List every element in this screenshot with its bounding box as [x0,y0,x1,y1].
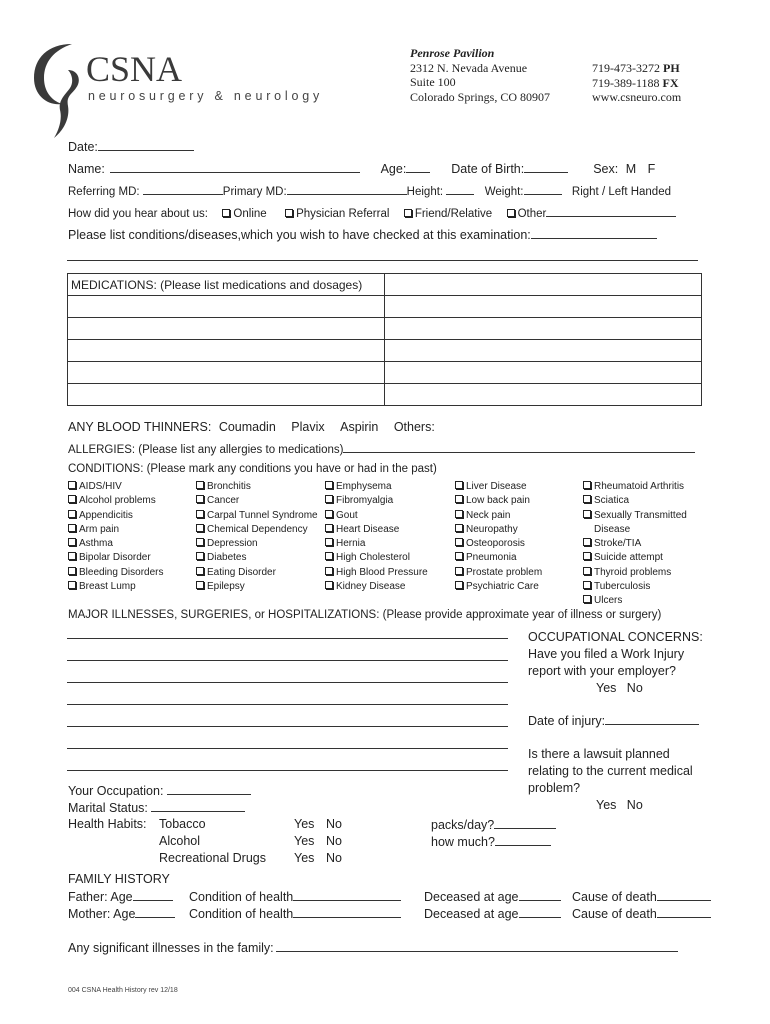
major-illness-line[interactable] [67,770,508,771]
how-much-row [431,834,551,849]
phone-number: 719-473-3272 [592,61,660,75]
list-item[interactable]: Arm pain [68,523,164,537]
height-input[interactable] [446,183,474,195]
conditions-check-label: Please list conditions/diseases,which you wish to have checked at this examination: [68,228,531,242]
table-row [68,340,702,362]
father-condition-input[interactable] [293,889,401,901]
condition-checkbox[interactable] [325,552,333,560]
how-much-label: how much? [431,835,495,849]
occupational-concerns [528,629,703,814]
physician-referral-label: Physician Referral [296,208,390,220]
major-illness-line[interactable] [67,660,508,661]
list-item[interactable]: Ulcers [583,594,687,608]
father-age-label: Father: Age [68,890,133,904]
allergies-row [68,441,695,456]
list-item[interactable]: Stroke/TIA [583,537,687,551]
mother-cause [572,906,711,921]
sex-label: Sex: [593,162,619,176]
condition-checkbox[interactable] [68,538,76,546]
condition-checkbox[interactable] [325,495,333,503]
mother-age-label: Mother: Age [68,907,136,921]
website-link[interactable]: www.csneuro.com [592,90,682,104]
address-line: Penrose Pavilion [410,46,495,60]
referral-question: How did you hear about us: [68,208,209,220]
dob-input[interactable] [524,161,568,173]
condition-checkbox[interactable] [196,510,204,518]
condition-checkbox[interactable] [196,495,204,503]
condition-checkbox[interactable] [583,581,591,589]
condition-checkbox[interactable] [455,581,463,589]
father-cause-input[interactable] [657,889,711,901]
medication-cell[interactable] [385,274,702,296]
work-injury-question: Have you filed a Work Injury [528,647,685,661]
father-deceased-input[interactable] [519,889,561,901]
mother-deceased-input[interactable] [519,906,561,918]
weight-input[interactable] [524,183,562,195]
family-illnesses-row [68,940,678,955]
address-line: 2312 N. Nevada Avenue [410,60,528,75]
condition-checkbox[interactable] [583,481,591,489]
sex-f-option[interactable]: F [647,162,656,176]
condition-checkbox[interactable] [325,567,333,575]
dob-label: Date of Birth: [451,162,525,176]
conditions-check-row [68,227,657,242]
referring-md-input[interactable] [143,183,223,195]
condition-checkbox[interactable] [325,538,333,546]
blood-thinner-option[interactable]: Aspirin [340,420,379,434]
condition-label: Condition of health [189,907,294,921]
condition-checkbox[interactable] [583,567,591,575]
condition-checkbox[interactable] [196,481,204,489]
no-option[interactable]: No [326,817,342,831]
address-line: Colorado Springs, CO 80907 [410,89,551,104]
list-item[interactable]: Fibromyalgia [325,494,428,508]
condition-checkbox[interactable] [455,524,463,532]
condition-checkbox[interactable] [68,524,76,532]
habit-drugs: Recreational Drugs [159,851,266,865]
occupation-row [68,783,251,798]
fax-label: FX [662,75,679,90]
occupational-title: OCCUPATIONAL CONCERNS: [528,630,703,644]
major-illness-line[interactable] [67,748,508,749]
list-item[interactable]: Osteoporosis [455,537,542,551]
date-field [68,139,194,154]
packs-label: packs/day? [431,818,495,832]
deceased-label: Deceased at age [424,907,519,921]
condition-checkbox[interactable] [455,481,463,489]
conditions-column [196,480,318,594]
other-input[interactable] [546,205,676,217]
table-row [68,384,702,406]
medications-header: MEDICATIONS: (Please list medications and dosages) [68,274,385,296]
major-illness-line[interactable] [67,704,508,705]
father-deceased [424,889,561,904]
phone-label: PH [663,61,680,75]
injury-date-label: Date of injury: [528,714,606,728]
form-footer: 004 CSNA Health History rev 12/18 [68,987,178,994]
marital-label: Marital Status: [68,801,148,815]
packs-input[interactable] [494,817,556,829]
referral-source-row [68,205,676,220]
condition-checkbox[interactable] [68,495,76,503]
primary-md-input[interactable] [287,183,407,195]
condition-checkbox[interactable] [583,510,591,518]
allergies-input[interactable] [343,441,695,453]
table-row [68,274,702,296]
family-illnesses-input[interactable] [276,940,678,952]
health-habits-label: Health Habits: [68,817,147,831]
blood-thinner-option[interactable]: Plavix [291,420,325,434]
friend-checkbox[interactable] [404,209,412,217]
conditions-column [325,480,428,594]
mother-condition [189,906,401,921]
list-item[interactable]: Liver Disease [455,480,542,494]
physician-referral-checkbox[interactable] [285,209,293,217]
marital-row [68,800,245,815]
condition-checkbox[interactable] [583,495,591,503]
md-row [68,183,671,198]
medication-cell[interactable] [385,340,702,362]
allergies-label: ALLERGIES: (Please list any allergies to medications) [68,444,344,456]
habit-alcohol: Alcohol [159,834,200,848]
condition-checkbox[interactable] [325,524,333,532]
other-checkbox[interactable] [507,209,515,217]
lawsuit-question: relating to the current medical [528,764,693,778]
list-item[interactable]: Cancer [196,494,318,508]
medication-cell[interactable] [68,340,385,362]
primary-md-label: Primary MD: [222,186,287,198]
list-item[interactable]: Psychiatric Care [455,580,542,594]
date-label: Date: [68,140,98,154]
list-item[interactable]: Breast Lump [68,580,164,594]
list-item[interactable]: Bipolar Disorder [68,551,164,565]
mother-deceased [424,906,561,921]
list-item[interactable]: Appendicitis [68,509,164,523]
father-condition [189,889,401,904]
other-label: Other [517,208,547,220]
medication-cell[interactable] [68,384,385,406]
weight-label: Weight: [484,186,524,198]
list-item[interactable]: Hernia [325,537,428,551]
list-item[interactable]: Chemical Dependency [196,523,318,537]
condition-checkbox[interactable] [455,538,463,546]
table-row [68,318,702,340]
condition-checkbox[interactable] [196,567,204,575]
list-item[interactable]: Tuberculosis [583,580,687,594]
list-item[interactable]: Sexually Transmitted [583,509,687,523]
list-item[interactable]: Depression [196,537,318,551]
work-injury-yes-no[interactable]: Yes No [596,681,643,695]
conditions-column [68,480,164,594]
condition-checkbox[interactable] [583,552,591,560]
condition-checkbox[interactable] [68,552,76,560]
father-cause [572,889,711,904]
condition-checkbox[interactable] [455,552,463,560]
list-item[interactable]: Neck pain [455,509,542,523]
deceased-label: Deceased at age [424,890,519,904]
medication-cell[interactable] [68,362,385,384]
logo-mark-icon [28,40,88,140]
table-row [68,296,702,318]
blood-thinners-row [68,420,435,434]
condition-checkbox[interactable] [583,538,591,546]
no-option[interactable]: No [326,851,342,865]
list-item[interactable]: Alcohol problems [68,494,164,508]
list-item[interactable]: Thyroid problems [583,566,687,580]
major-illness-line[interactable] [67,682,508,683]
lawsuit-question: Is there a lawsuit planned [528,747,670,761]
yes-option[interactable]: Yes [294,817,315,831]
list-item[interactable]: Eating Disorder [196,566,318,580]
name-label: Name: [68,162,105,176]
condition-checkbox[interactable] [68,581,76,589]
major-illnesses-label: MAJOR ILLNESSES, SURGERIES, or HOSPITALIZATIONS: (Please provide approximate year of illness or surgery) [68,609,662,621]
father-age-input[interactable] [133,889,173,901]
list-item[interactable]: Bleeding Disorders [68,566,164,580]
cause-label: Cause of death [572,890,657,904]
condition-checkbox[interactable] [325,481,333,489]
condition-checkbox[interactable] [196,581,204,589]
condition-label: Condition of health [189,890,294,904]
injury-date-input[interactable] [605,713,699,725]
sex-m-option[interactable]: M [625,162,637,176]
list-item[interactable]: Diabetes [196,551,318,565]
date-input[interactable] [98,139,194,151]
major-illness-line[interactable] [67,726,508,727]
list-item[interactable]: Emphysema [325,480,428,494]
age-input[interactable] [406,161,430,173]
list-item[interactable]: High Cholesterol [325,551,428,565]
medication-cell[interactable] [385,384,702,406]
friend-label: Friend/Relative [414,208,493,220]
blood-thinner-option[interactable]: Others: [393,420,435,434]
list-item[interactable]: Carpal Tunnel Syndrome [196,509,318,523]
logo-text: CSNA [86,49,183,89]
list-item[interactable]: Low back pain [455,494,542,508]
lawsuit-yes-no[interactable]: Yes No [596,798,643,812]
condition-checkbox[interactable] [583,595,591,603]
logo [28,40,88,140]
condition-checkbox[interactable] [455,510,463,518]
fax-number: 719-389-1188 [592,75,660,90]
list-item[interactable]: Bronchitis [196,480,318,494]
yes-option[interactable]: Yes [294,834,315,848]
height-label: Height: [406,186,444,198]
online-checkbox[interactable] [222,209,230,217]
list-item[interactable]: Prostate problem [455,566,542,580]
cause-label: Cause of death [572,907,657,921]
medication-cell[interactable] [68,318,385,340]
condition-checkbox[interactable] [68,481,76,489]
medications-table [67,273,702,406]
list-item[interactable]: Gout [325,509,428,523]
medication-cell[interactable] [385,296,702,318]
medication-cell[interactable] [385,318,702,340]
conditions-column [583,480,687,609]
medication-cell[interactable] [68,296,385,318]
list-item[interactable]: Asthma [68,537,164,551]
condition-checkbox[interactable] [68,567,76,575]
work-injury-question: report with your employer? [528,664,676,678]
online-label: Online [233,208,267,220]
name-input[interactable] [110,161,360,173]
list-item[interactable]: Kidney Disease [325,580,428,594]
list-item[interactable]: Epilepsy [196,580,318,594]
mother-condition-input[interactable] [293,906,401,918]
list-item[interactable]: Sciatica [583,494,687,508]
name-row [68,161,655,176]
family-history-title: FAMILY HISTORY [68,872,170,886]
condition-checkbox[interactable] [196,552,204,560]
blood-thinners-label: ANY BLOOD THINNERS: [68,420,212,434]
conditions-column [455,480,542,594]
conditions-label: CONDITIONS: (Please mark any conditions you have or had in the past) [68,463,437,475]
condition-checkbox[interactable] [196,538,204,546]
major-illness-line[interactable] [67,638,508,639]
table-row [68,362,702,384]
contact-block [592,61,681,105]
packs-row [431,817,556,832]
age-label: Age: [380,162,407,176]
medication-cell[interactable] [385,362,702,384]
lawsuit-question: problem? [528,781,581,795]
address-line: Suite 100 [410,75,456,89]
condition-checkbox[interactable] [455,495,463,503]
list-item[interactable]: Neuropathy [455,523,542,537]
list-item: Disease [594,523,631,535]
condition-checkbox[interactable] [325,581,333,589]
list-item[interactable]: Rheumatoid Arthritis [583,480,687,494]
list-item[interactable]: Pneumonia [455,551,542,565]
mother-cause-input[interactable] [657,906,711,918]
habit-tobacco: Tobacco [159,817,206,831]
father-row [68,889,173,904]
referring-md-label: Referring MD: [68,186,140,198]
how-much-input[interactable] [495,834,551,846]
occupation-label: Your Occupation: [68,784,164,798]
handedness-option[interactable]: Right / Left Handed [571,186,671,198]
blood-thinner-option[interactable]: Coumadin [218,420,276,434]
mother-row [68,906,175,921]
list-item[interactable]: Suicide attempt [583,551,687,565]
list-item[interactable]: Heart Disease [325,523,428,537]
condition-checkbox[interactable] [325,510,333,518]
yes-option[interactable]: Yes [294,851,315,865]
logo-tagline: neurosurgery & neurology [88,89,324,103]
condition-checkbox[interactable] [455,567,463,575]
family-illnesses-label: Any significant illnesses in the family: [68,941,274,955]
mother-age-input[interactable] [135,906,175,918]
conditions-check-input[interactable] [531,227,657,239]
marital-input[interactable] [151,800,245,812]
condition-checkbox[interactable] [68,510,76,518]
conditions-check-line[interactable] [67,260,698,261]
list-item[interactable]: AIDS/HIV [68,480,164,494]
address-block [410,46,550,104]
no-option[interactable]: No [326,834,342,848]
condition-checkbox[interactable] [196,524,204,532]
occupation-input[interactable] [167,783,251,795]
list-item[interactable]: High Blood Pressure [325,566,428,580]
